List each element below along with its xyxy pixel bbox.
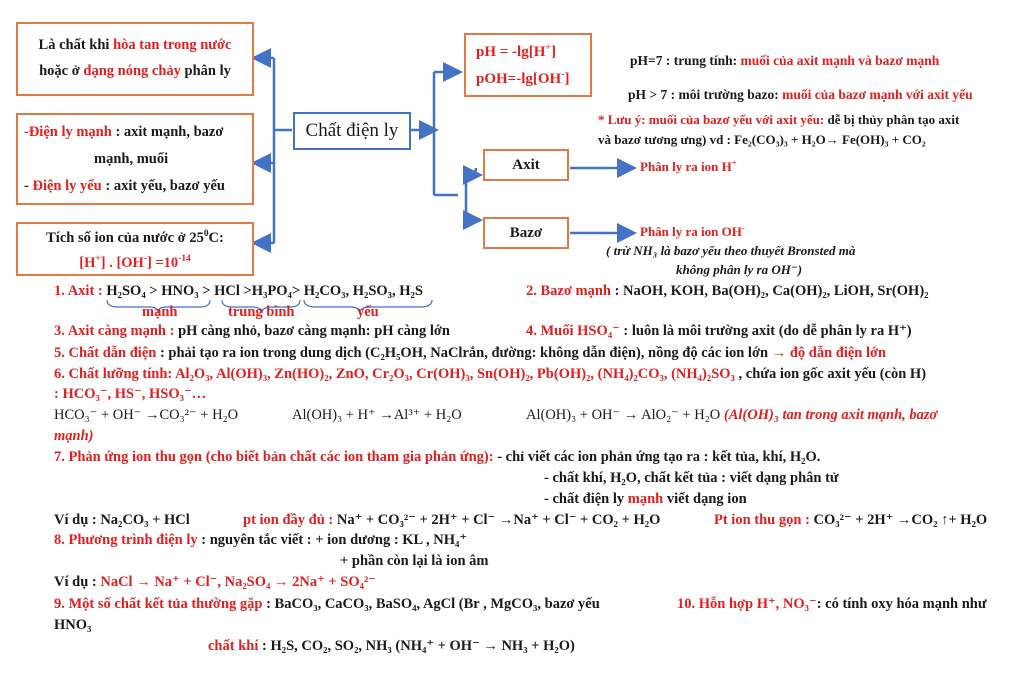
item-7-num: 7. Phản ứng ion thu gọn (cho biết bản chất các ion tham gia phản ứng): bbox=[54, 449, 494, 465]
kw-2: ] . [OH bbox=[100, 255, 144, 271]
item-7b bbox=[544, 469, 839, 487]
base-result-sup: - bbox=[741, 222, 745, 233]
item-10 bbox=[677, 595, 987, 613]
example-2 bbox=[54, 573, 376, 591]
item-8b-text: + phần còn lại là ion âm bbox=[340, 553, 489, 569]
item-7c-text: - chất điện ly bbox=[544, 491, 628, 507]
item-9 bbox=[54, 595, 600, 613]
ph-note-1 bbox=[630, 52, 939, 70]
item-7-text: - chỉ viết các ion phản ứng tạo ra : kết tủa, khí, H₂O. bbox=[493, 449, 821, 465]
item-5-text: : phải tạo ra ion trong dung dịch (C₂H₅OH, NaClrắn, đường: không dẫn điện), nồng độ các ion lớn bbox=[156, 345, 769, 361]
water-text-end: C: bbox=[208, 230, 224, 246]
item-1 bbox=[54, 282, 423, 300]
ph-note-2b: muối của bazơ mạnh với axit yếu bbox=[782, 87, 973, 102]
equation-3-note-2-text: mạnh) bbox=[54, 428, 94, 444]
acid-box bbox=[483, 149, 569, 181]
example-1-full bbox=[243, 511, 660, 529]
ph-note-3 bbox=[598, 111, 959, 129]
water-text: Tích số ion của nước ở 25 bbox=[46, 230, 204, 246]
ph-note-4-text: và bazơ tương ưng) vd : Fe₂(CO₃)₃ + H₂O→ Fe(OH)₃ + CO₂ bbox=[598, 132, 926, 147]
item-6b bbox=[54, 385, 206, 403]
item-2 bbox=[526, 282, 929, 300]
poh-formula-sup: - bbox=[561, 69, 565, 80]
item-2-num: 2. Bazơ mạnh bbox=[526, 283, 611, 299]
net-ionic-label: Pt ion thu gọn : bbox=[714, 512, 810, 528]
gas-label: chất khí bbox=[208, 638, 259, 654]
item-5-red: → độ dẫn điện lớn bbox=[768, 345, 887, 361]
item-3-num: 3. Axit càng mạnh : bbox=[54, 323, 175, 339]
acid-result bbox=[640, 158, 737, 176]
gas-line bbox=[208, 637, 575, 655]
item-7c-red: mạnh bbox=[627, 491, 664, 507]
poh-formula: pOH=-lg[OH bbox=[476, 71, 562, 87]
gas-text: : H₂S, CO₂, SO₂, NH₃ (NH₄⁺ + OH⁻ → NH₃ + H₂O) bbox=[258, 638, 575, 654]
ph-note-2a: pH > 7 : môi trường bazo: bbox=[628, 87, 783, 102]
strong-electrolyte-label: -Điện ly mạnh bbox=[24, 124, 112, 140]
ph-box bbox=[464, 33, 592, 97]
item-6b-text: : HCO₃⁻, HS⁻, HSO₃⁻… bbox=[54, 386, 207, 402]
item-7c-end: viết dạng ion bbox=[663, 491, 747, 507]
acid-label: Axit bbox=[512, 157, 540, 173]
net-ionic-eq: CO₃²⁻ + 2H⁺ →CO₂ ↑+ H₂O bbox=[809, 512, 988, 528]
item-6-text: , chứa ion gốc axit yếu (còn H) bbox=[734, 366, 927, 382]
ph-note-1b: muối của axit mạnh và bazơ mạnh bbox=[740, 53, 940, 68]
center-label: Chất điện ly bbox=[305, 120, 399, 141]
acid-strong-label bbox=[142, 303, 177, 321]
water-ion-box bbox=[16, 222, 254, 276]
weak-electrolyte-label: Điện ly yếu bbox=[32, 178, 102, 194]
acid-weak-text: yếu bbox=[357, 304, 379, 320]
example-1 bbox=[54, 511, 190, 529]
base-note-1 bbox=[606, 242, 855, 260]
acid-weak-label bbox=[357, 303, 379, 321]
item-10b-text: HNO₃ bbox=[54, 617, 92, 633]
item-1-num: 1. Axit : bbox=[54, 283, 103, 299]
item-9-num: 9. Một số chất kết tủa thường gặp bbox=[54, 596, 263, 612]
equation-3 bbox=[526, 406, 937, 424]
item-4-text: : luôn là môi trường axit (do dễ phân ly ra H⁺) bbox=[619, 323, 912, 339]
water-sup: 0 bbox=[203, 229, 209, 240]
item-8-text: : nguyên tắc viết : + ion dương : KL , NH₄⁺ bbox=[197, 532, 468, 548]
kw-1: [H bbox=[79, 255, 96, 271]
full-ionic-label: pt ion đầy đủ : bbox=[243, 512, 334, 528]
example-2-label: Ví dụ : bbox=[54, 574, 97, 590]
item-5 bbox=[54, 344, 886, 362]
base-note-2 bbox=[676, 261, 802, 279]
strong-electrolyte-text-2: mạnh, muối bbox=[94, 151, 169, 167]
ph-note-3a: * Lưu ý: muối của bazơ yếu với axit yếu: bbox=[598, 112, 825, 127]
full-ionic-eq: Na⁺ + CO₃²⁻ + 2H⁺ + Cl⁻ →Na⁺ + Cl⁻ + CO₂ + H₂O bbox=[333, 512, 661, 528]
ph-formula-end: ] bbox=[550, 44, 556, 60]
equation-1-text: HCO₃⁻ + OH⁻ →CO₃²⁻ + H₂O bbox=[54, 407, 239, 423]
item-10-text: : có tính oxy hóa mạnh như bbox=[816, 596, 987, 612]
base-box bbox=[483, 217, 569, 249]
item-6-num: 6. Chất lưỡng tính: Al₂O₃, Al(OH)₃, Zn(HO)₂, ZnO, Cr₂O₃, Cr(OH)₃, Sn(OH)₂, Pb(OH)₂, (NH₄)₂CO₃, (NH₄)₂SO₃ bbox=[54, 366, 735, 382]
acid-result-sup: + bbox=[731, 157, 737, 168]
item-7 bbox=[54, 448, 820, 466]
def-text-2: hoặc ở bbox=[39, 63, 84, 79]
base-result bbox=[640, 223, 745, 241]
ph-note-2 bbox=[628, 86, 973, 104]
item-4-num: 4. Muối HSO₄⁻ bbox=[526, 323, 620, 339]
acid-medium-label bbox=[228, 303, 295, 321]
item-8-num: 8. Phương trình điện ly bbox=[54, 532, 198, 548]
item-1-text: H₂SO₄ > HNO₃ > HCl >H₃PO₄> H₂CO₃, H₂SO₃, H₂S bbox=[102, 283, 423, 299]
strong-electrolyte-text: : axit mạnh, bazơ bbox=[111, 124, 224, 140]
equation-3-note-2 bbox=[54, 427, 94, 445]
item-3-text: pH càng nhỏ, bazơ càng mạnh: pH càng lớn bbox=[174, 323, 450, 339]
item-3 bbox=[54, 322, 450, 340]
item-7b-text: - chất khí, H₂O, chất kết tủa : viết dạng phân tử bbox=[544, 470, 839, 486]
kw-3-sup: -14 bbox=[178, 254, 191, 265]
acid-strong-text: mạnh bbox=[142, 304, 178, 320]
ph-note-3b: dễ bị thủy phân tạo axit bbox=[824, 112, 960, 127]
weak-prefix: - bbox=[24, 178, 33, 194]
ph-note-1a: pH=7 : trung tính: bbox=[630, 53, 741, 68]
item-5-num: 5. Chất dẫn điện bbox=[54, 345, 157, 361]
item-7c bbox=[544, 490, 747, 508]
kw-3: ] =10 bbox=[146, 255, 179, 271]
def-red-1: hòa tan trong nước bbox=[113, 37, 232, 53]
item-9-text: : BaCO₃, CaCO₃, BaSO₄, AgCl (Br , MgCO₃, bazơ yếu bbox=[262, 596, 600, 612]
def-text-1: Là chất khi bbox=[38, 37, 114, 53]
base-label: Bazơ bbox=[509, 225, 543, 241]
types-box bbox=[16, 113, 254, 205]
acid-result-text: Phân ly ra ion H bbox=[640, 159, 732, 174]
item-2-text: : NaOH, KOH, Ba(OH)₂, Ca(OH)₂, LiOH, Sr(OH)₂ bbox=[610, 283, 929, 299]
weak-electrolyte-text: : axit yếu, bazơ yếu bbox=[101, 178, 225, 194]
ph-note-4 bbox=[598, 131, 926, 149]
item-8 bbox=[54, 531, 467, 549]
example-1-short bbox=[714, 511, 987, 529]
item-8b bbox=[340, 552, 488, 570]
ph-formula-sup: + bbox=[545, 42, 551, 53]
item-6 bbox=[54, 365, 926, 383]
definition-box bbox=[16, 22, 254, 96]
equation-2-text: Al(OH)₃ + H⁺ →Al³⁺ + H₂O bbox=[292, 407, 462, 423]
item-10-num: 10. Hỗn hợp H⁺, NO₃⁻ bbox=[677, 596, 817, 612]
equation-2 bbox=[292, 406, 462, 424]
equation-1 bbox=[54, 406, 238, 424]
kw-2-sup: - bbox=[143, 254, 147, 265]
example-2-eq: NaCl → Na⁺ + Cl⁻, Na₂SO₄ → 2Na⁺ + SO₄²⁻ bbox=[96, 574, 376, 590]
def-text-3: phân ly bbox=[180, 63, 231, 79]
poh-formula-end: ] bbox=[564, 71, 570, 87]
base-note-2-text: không phân ly ra OH⁻) bbox=[676, 262, 803, 277]
equation-3-note: (Al(OH)₃ tan trong axit mạnh, bazơ bbox=[720, 407, 938, 423]
acid-medium-text: trung bình bbox=[228, 304, 295, 320]
center-box bbox=[293, 112, 411, 150]
example-1-label: Ví dụ : Na₂CO₃ + HCl bbox=[54, 512, 190, 528]
def-red-2: dạng nóng chảy bbox=[83, 63, 181, 79]
kw-1-sup: + bbox=[95, 254, 101, 265]
ph-formula: pH = -lg[H bbox=[476, 44, 546, 60]
item-4 bbox=[526, 322, 912, 340]
item-10b bbox=[54, 616, 91, 634]
base-result-text: Phân ly ra ion OH bbox=[640, 224, 742, 239]
base-note-1-text: ( trừ NH₃ là bazơ yếu theo thuyết Bronsted mà bbox=[606, 243, 856, 258]
equation-3-text: Al(OH)₃ + OH⁻ → AlO₂⁻ + H₂O bbox=[526, 407, 721, 423]
